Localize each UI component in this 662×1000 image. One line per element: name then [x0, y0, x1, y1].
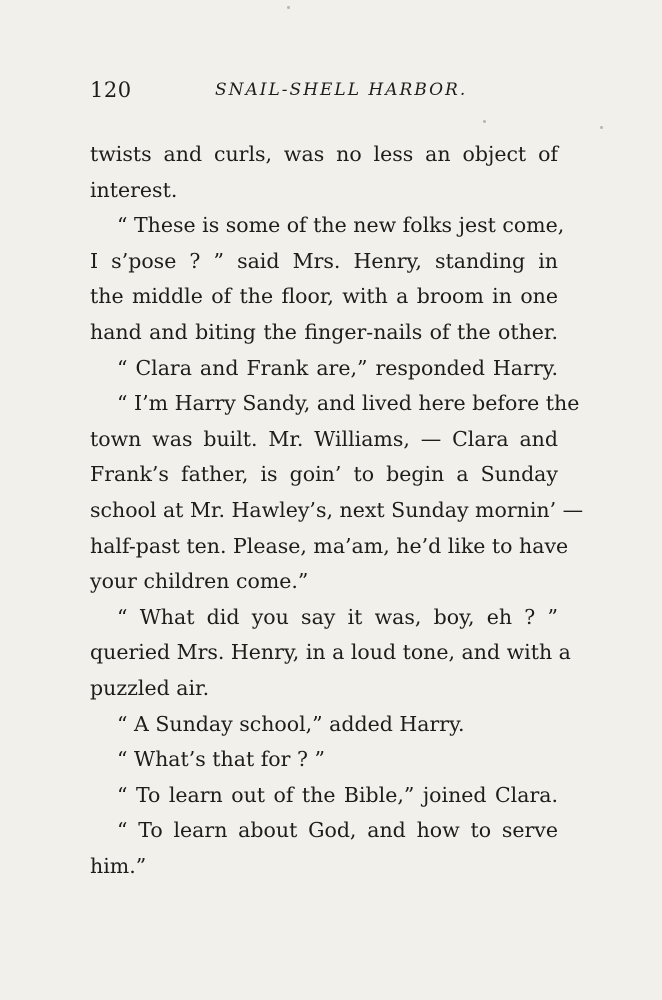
text-line: “ Clara and Frank are,” responded Harry.: [117, 355, 558, 380]
running-title: SNAIL-SHELL HARBOR.: [215, 80, 468, 100]
text-line: the middle of the floor, with a broom in one: [90, 284, 558, 309]
paper-speck: [600, 126, 603, 129]
paper-speck: [287, 6, 290, 9]
paper-speck: [483, 120, 486, 123]
text-line: hand and biting the finger-nails of the other.: [90, 319, 558, 344]
text-line: “ What did you say it was, boy, eh ? ”: [117, 604, 558, 629]
text-line: twists and curls, was no less an object of: [90, 142, 558, 166]
text-line: I s’pose ? ” said Mrs. Henry, standing in: [90, 248, 558, 273]
body-text: [90, 137, 584, 884]
text-line: “ A Sunday school,” added Harry.: [117, 711, 465, 736]
text-line: interest.: [90, 177, 178, 202]
text-line: school at Mr. Hawley’s, next Sunday mornin’ —: [90, 497, 584, 522]
text-line: puzzled air.: [90, 675, 210, 700]
text-line: Frank’s father, is goin’ to begin a Sunday: [90, 462, 558, 487]
text-line: half-past ten. Please, ma’am, he’d like to have: [90, 533, 569, 558]
text-line: “ These is some of the new folks jest come,: [117, 213, 565, 238]
text-line: “ To learn about God, and how to serve: [117, 818, 558, 843]
page-number: 120: [90, 78, 132, 102]
page-header: [90, 78, 550, 108]
text-line: “ I’m Harry Sandy, and lived here before the: [117, 391, 580, 416]
text-line: your children come.”: [90, 569, 309, 594]
text-line: queried Mrs. Henry, in a loud tone, and with a: [90, 640, 571, 665]
text-line: town was built. Mr. Williams, — Clara and: [90, 426, 558, 451]
text-line: him.”: [90, 853, 147, 878]
text-line: “ What’s that for ? ”: [117, 747, 325, 772]
text-line: “ To learn out of the Bible,” joined Clara.: [117, 782, 558, 807]
